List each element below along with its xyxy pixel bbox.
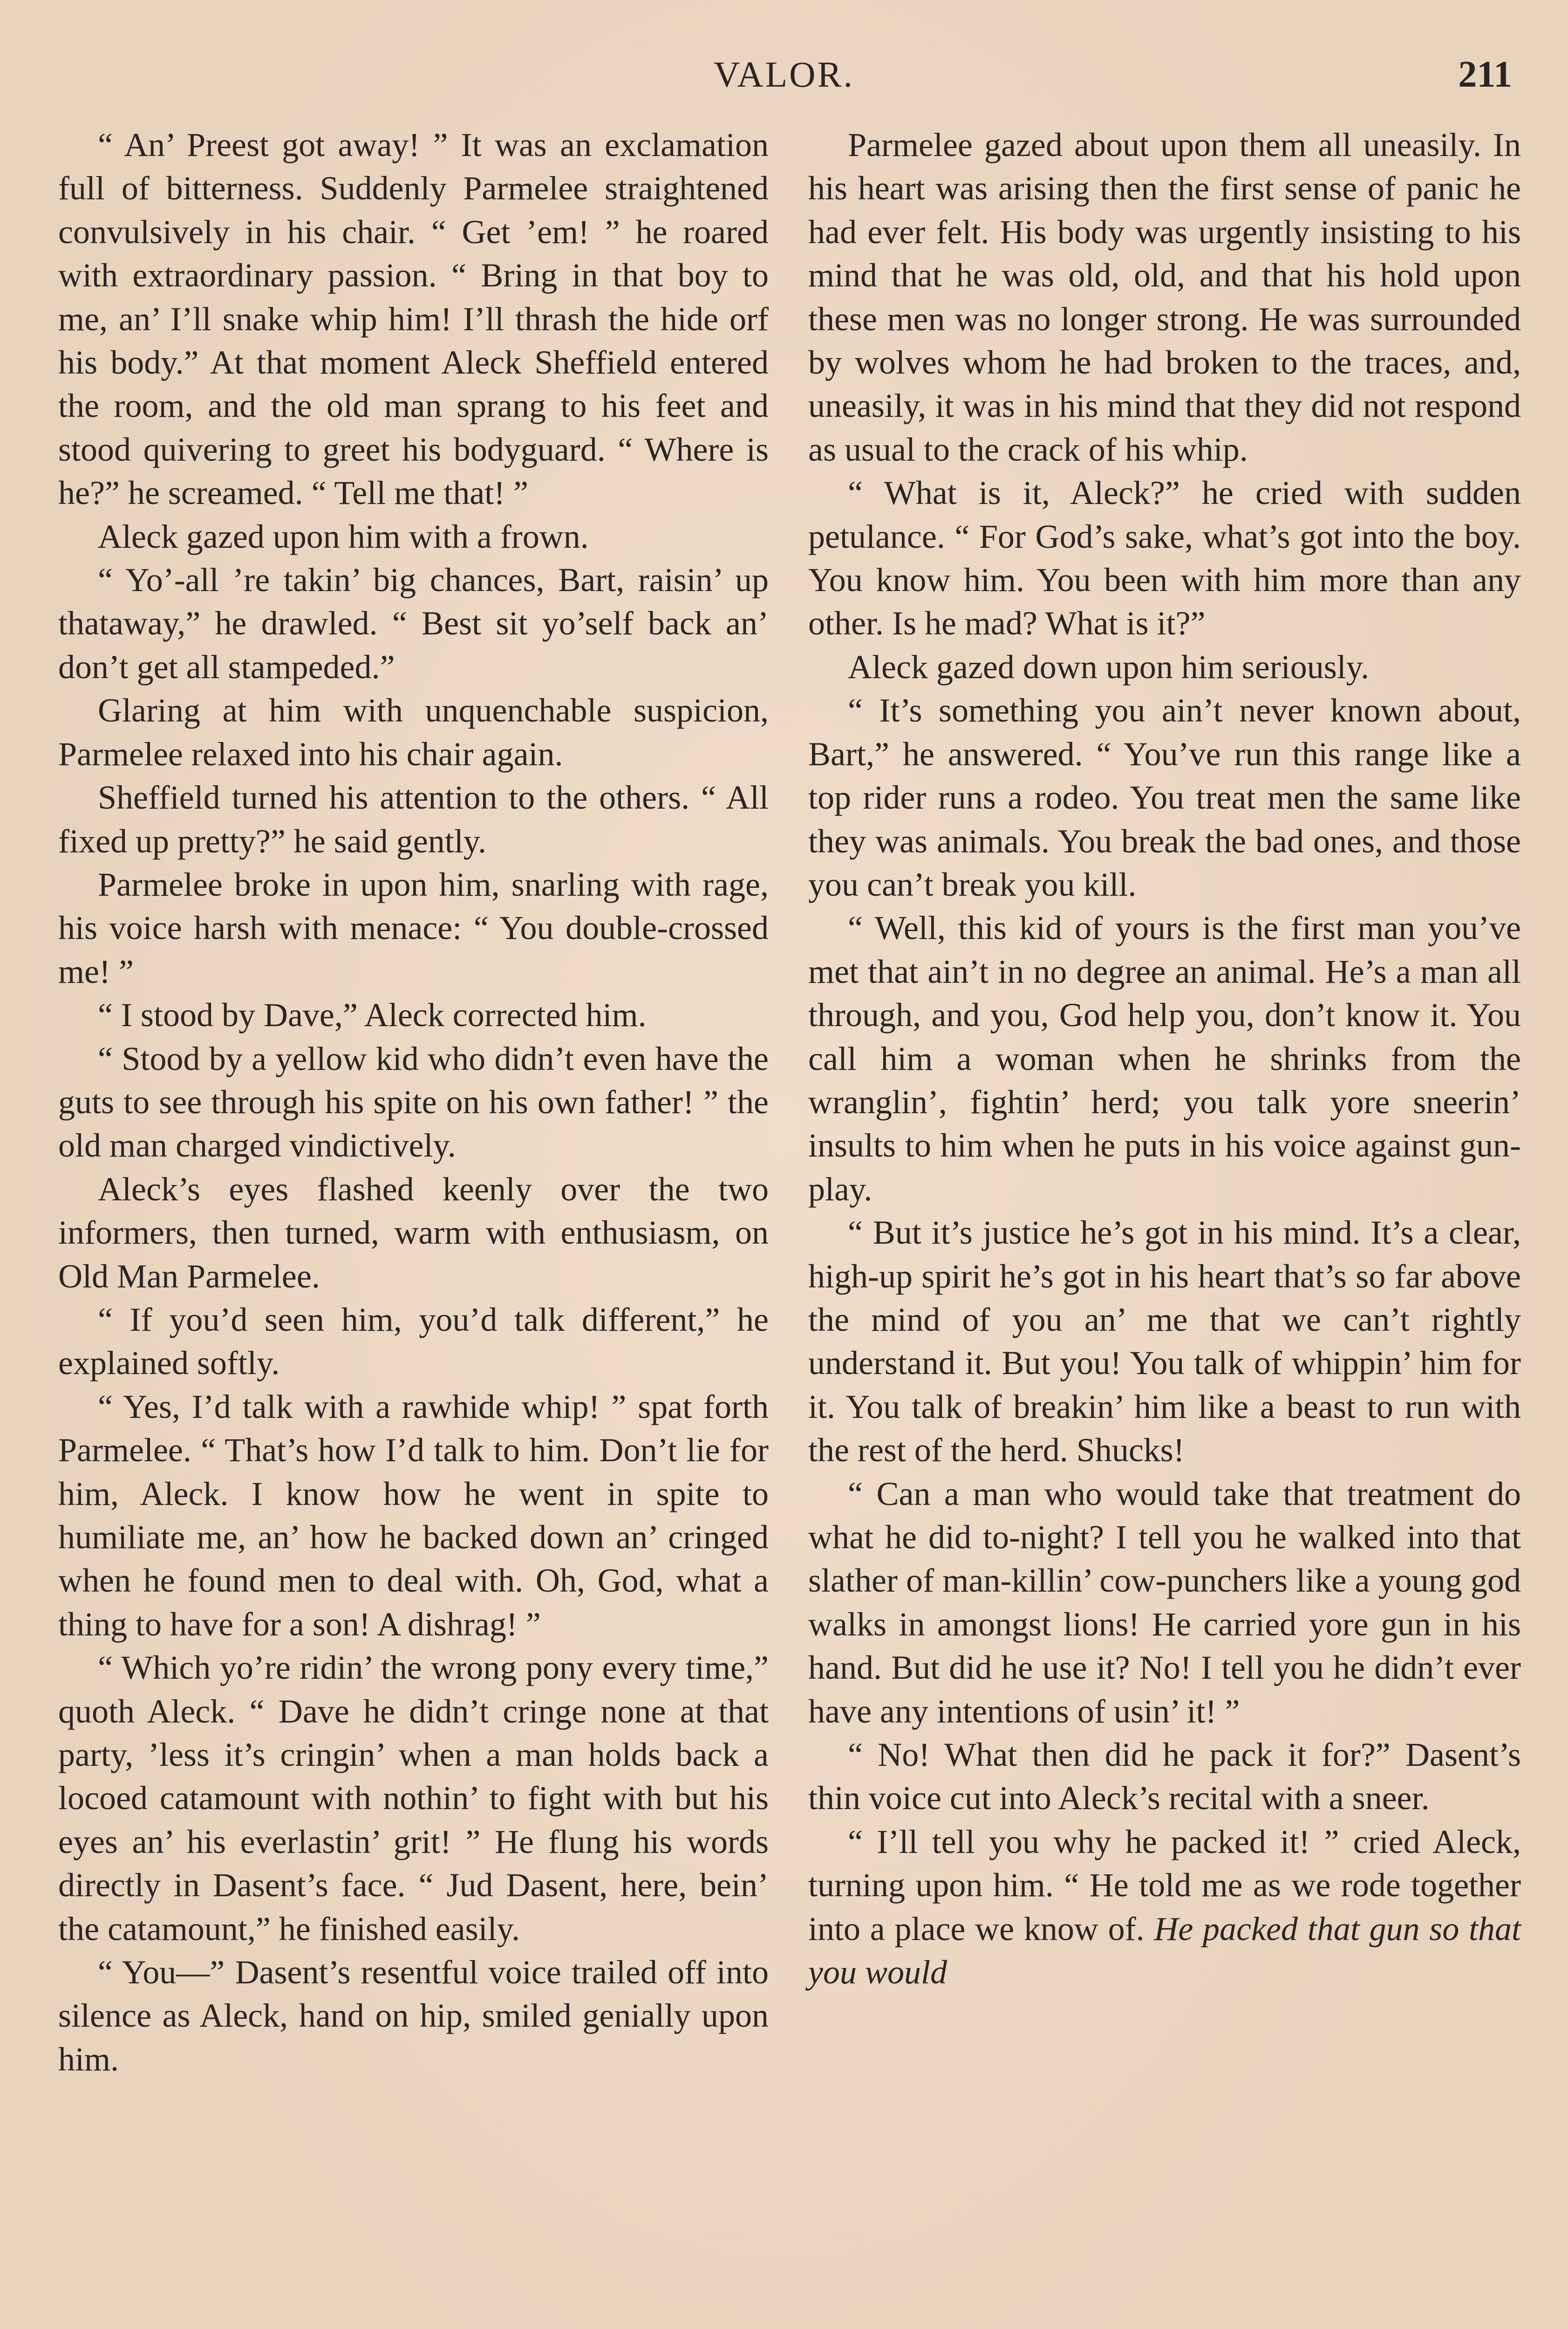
paragraph: Aleck gazed upon him with a frown.: [98, 518, 589, 555]
paragraph: “ Yo’-all ’re takin’ big chances, Bart, raisin’ up thataway,” he drawled. “ Best sit yo’self back an’ don’t get all stampeded.”: [58, 561, 769, 686]
right-column: [808, 123, 1521, 1994]
paragraph: “ You—” Dasent’s resentful voice trailed off into silence as Aleck, hand on hip, smiled genially upon him.: [58, 1954, 769, 2078]
paragraph: “ Which yo’re ridin’ the wrong pony every time,” quoth Aleck. “ Dave he didn’t cringe none at that party, ’less it’s cringin’ when a man holds back a locoed catamount with nothin’ to fight with but his eyes an’ his everlastin’ grit! ” He flung his words directly in Dasent’s face. “ Jud Dasent, here, bein’ the catamount,” he finished easily.: [58, 1649, 769, 1948]
paragraph: “ Stood by a yellow kid who didn’t even have the guts to see through his spite on his own father! ” the old man charged vindictively.: [58, 1040, 769, 1164]
paragraph-final: [808, 1820, 1521, 1995]
paragraph: Aleck’s eyes flashed keenly over the two informers, then turned, warm with enthusiasm, on Old Man Parmelee.: [58, 1170, 769, 1295]
paragraph-final-text: “ I’ll tell you why he packed it! ” cried Aleck, turning upon him. “ He told me as we rode together into a place we know of.: [808, 1823, 1521, 1948]
paragraph: Parmelee broke in upon him, snarling with rage, his voice harsh with menace: “ You double-crossed me! ”: [58, 865, 769, 990]
italic-continuation: He packed that gun so that you would: [808, 1910, 1521, 1991]
paragraph: “ But it’s justice he’s got in his mind. It’s a clear, high-up spirit he’s got in his heart that’s so far above the mind of you an’ me that we can’t rightly understand it. But you! You talk of whippin’ him for it. You talk of breakin’ him like a beast to run with the rest of the herd. Shucks!: [808, 1214, 1521, 1469]
paragraph: “ I stood by Dave,” Aleck corrected him.: [98, 996, 647, 1034]
paragraph: “ What is it, Aleck?” he cried with sudden petulance. “ For God’s sake, what’s got into the boy. You know him. You been with him more than any other. Is he mad? What is it?”: [808, 474, 1521, 642]
page-header: [56, 47, 1512, 102]
left-column: [58, 123, 769, 2081]
page-number: 211: [1458, 54, 1512, 95]
paragraph: “ It’s something you ain’t never known about, Bart,” he answered. “ You’ve run this range like a top rider runs a rodeo. You treat men the same like they was animals. You break the bad ones, and those you can’t break you kill.: [808, 692, 1521, 903]
paragraph: “ Yes, I’d talk with a rawhide whip! ” spat forth Parmelee. “ That’s how I’d talk to him. Don’t lie for him, Aleck. I know how he went in spite to humiliate me, an’ how he backed down an’ cringed when he found men to deal with. Oh, God, what a thing to have for a son! A dishrag! ”: [58, 1388, 769, 1643]
running-head: VALOR.: [713, 54, 855, 95]
paragraph: Sheffield turned his attention to the others. “ All fixed up pretty?” he said gently.: [58, 779, 769, 860]
paragraph: “ An’ Preest got away! ” It was an exclamation full of bitterness. Suddenly Parmelee straightened convulsively in his chair. “ Get ’em! ” he roared with extraordinary passion. “ Bring in that boy to me, an’ I’ll snake whip him! I’ll thrash the hide orf his body.” At that moment Aleck Sheffield entered the room, and the old man sprang to his feet and stood quivering to greet his bodyguard. “ Where is he?” he screamed. “ Tell me that! ”: [58, 126, 769, 512]
paragraph: “ Well, this kid of yours is the first man you’ve met that ain’t in no degree an animal. He’s a man all through, and you, God help you, don’t know it. You call him a woman when he shrinks from the wranglin’, fightin’ herd; you talk yore sneerin’ insults to him when he puts in his voice against gun-play.: [808, 909, 1521, 1208]
paragraph: “ No! What then did he pack it for?” Dasent’s thin voice cut into Aleck’s recital with a sneer.: [808, 1736, 1521, 1817]
paragraph: “ Can a man who would take that treatment do what he did to-night? I tell you he walked into that slather of man-killin’ cow-punchers like a young god walks in amongst lions! He carried yore gun in his hand. But did he use it? No! I tell you he didn’t ever have any intentions of usin’ it! ”: [808, 1475, 1521, 1730]
paragraph: Glaring at him with unquenchable suspicion, Parmelee relaxed into his chair again.: [58, 692, 769, 773]
paragraph: “ If you’d seen him, you’d talk different,” he explained softly.: [58, 1301, 769, 1382]
paragraph: Parmelee gazed about upon them all uneasily. In his heart was arising then the first sense of panic he had ever felt. His body was urgently insisting to his mind that he was old, old, and that his hold upon these men was no longer strong. He was surrounded by wolves whom he had broken to the traces, and, uneasily, it was in his mind that they did not respond as usual to the crack of his whip.: [808, 126, 1521, 468]
paragraph: Aleck gazed down upon him seriously.: [848, 648, 1370, 686]
